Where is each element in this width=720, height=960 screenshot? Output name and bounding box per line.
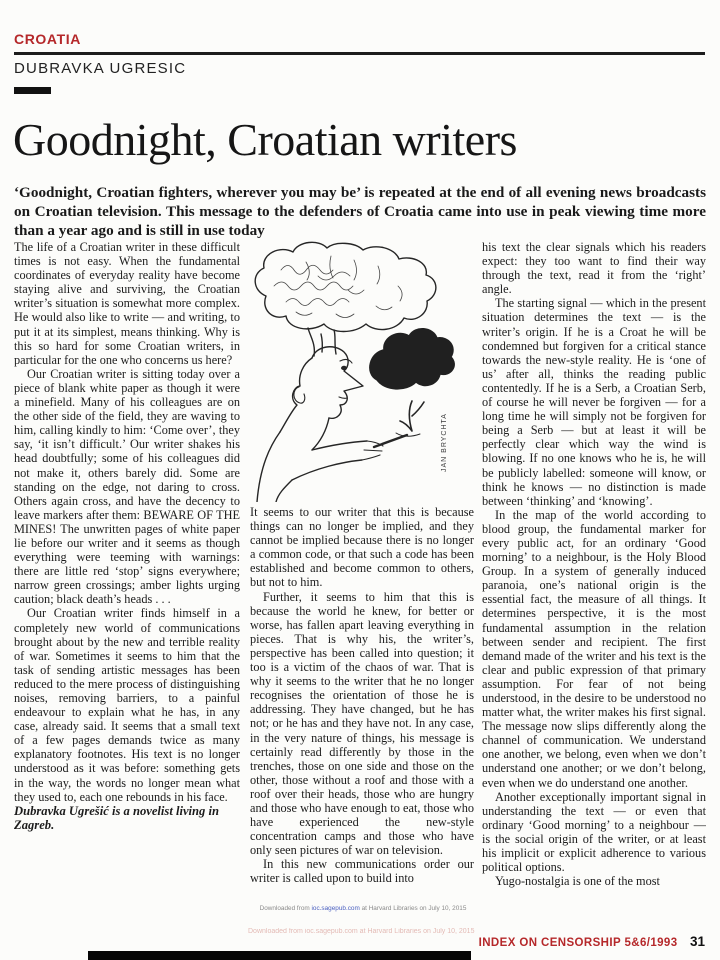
paragraph: The starting signal — which in the present situation determines the text — is the writer’s origin. If he is a Croat he will be condemned but forgiven for a critical stance towards the new-style reality. He is ‘one of us’ after all, thinks the reading public contentedly. If he is a Serb, a Croatian Serb, of course he will never be forgiven — for a long time he will simply not be forgiven for being a Serb — but at least it will be perfectly clear which way the wind is blowing. If no one knows who he is, he will be publicly labelled: someone will know, or think he knows — no distinction is made between ‘thinking’ and ‘knowing’. xyxy=(482,296,706,508)
watermark-prefix: Downloaded from xyxy=(259,905,312,912)
paragraph: Further, it seems to him that this is because the world he knew, for better or worse, has fallen apart leaving everything in pieces. That is why his, the writer’s, perspective has been called into question; it too is a victim of the chaos of war. That is why it seems to the writer that he no longer recognises the orientation of those he is addressing. They have changed, but he has not; or he has and they have not. In any case, in the very nature of things, his message is certainly read differently by those in the trenches, those on one side and those on the other, those without a roof and those with a roof over their heads, those who are hungry and those who have enough to eat, those who have experienced the new-style concentration camps and those who have only seen pictures of war on television. xyxy=(250,589,474,858)
illustration-credit: JAN BRYCHTA xyxy=(441,413,448,472)
article-title: Goodnight, Croatian writers xyxy=(13,114,517,165)
paragraph: In this new communications order our writer is called upon to build into xyxy=(250,857,474,886)
small-tree-trunk xyxy=(400,401,424,431)
paragraph: Our Croatian writer finds himself in a completely new world of communications brought about by the new and terrible reality of war. Sometimes it seems to him that the task of sending artistic messages has been reduced to the mere process of distinguishing noises, removing barriers, to a painful endeavour to explain what he has, in any case, already said. It seems that a small text of a few pages demands twice as many explanatory footnotes. His text is no longer understood as it was before: something gets in the way, the words no longer mean what they used to, each one rebounds in his face. xyxy=(14,606,240,804)
watermark-link[interactable]: ioc.sagepub.com xyxy=(311,905,360,912)
paragraph: It seems to our writer that this is because things can no longer be implied, and they cannot be implied because there is no longer a common code, or that such a code has been established and become common to others, but not to him. xyxy=(250,505,474,590)
section-label: CROATIA xyxy=(14,31,81,47)
page-number: 31 xyxy=(689,934,705,949)
journal-name: INDEX ON CENSORSHIP 5&6/1993 xyxy=(478,937,678,949)
paragraph: Another exceptionally important signal in understanding the text — or even that ordinary ‘Good morning’ to a neighbour — is the social origin of the writer, or at least his implicit or explicit adherence to various political options. xyxy=(482,789,706,875)
download-watermark xyxy=(248,905,478,912)
paragraph: The life of a Croatian writer in these difficult times is not easy. When the fundamental coordinates of everyday reality have become staying alive and surviving, the Croatian writer’s situation is somewhat more complex. He would also like to write — and writing, to put it at its simplest, means thinking. Why is this so hard for some Croatian writers, in particular for the one who concerns us here? xyxy=(14,240,240,367)
small-tree-canopy xyxy=(370,329,454,389)
byline-bar xyxy=(14,87,51,94)
standfirst: ‘Goodnight, Croatian fighters, wherever you may be’ is repeated at the end of all evening news broadcasts on Croatian television. This message to the defenders of Croatia came into use in peak viewing time more than a year ago and is still in use today xyxy=(14,184,706,239)
column-right xyxy=(482,240,706,942)
paragraph: Yugo-nostalgia is one of the most xyxy=(495,874,660,889)
column-left xyxy=(14,240,240,942)
canopy-outline xyxy=(255,242,436,331)
head-trunk xyxy=(308,328,336,356)
watermark-ghost: Downloaded from ioc.sagepub.com at Harvard Libraries on July 10, 2015 xyxy=(248,928,475,935)
column-middle xyxy=(250,505,474,905)
byline: DUBRAVKA UGRESIC xyxy=(14,60,187,77)
page-footer xyxy=(479,933,705,951)
illustration xyxy=(236,240,474,502)
paragraph: In the map of the world according to blood group, the fundamental marker for every public act, for an ordinary ‘Good morning’ to a neighbour, is the Holy Blood Group. In a system of generally induced paranoia, one’s national origin is the essential fact, the measure of all things. It determines perspective, it is the most fundamental assumption in the relation between sender and recipient. The first demand made of the writer and his text is the clear and public expression of that primary assumption. For fear of not being understood, in the desire to be understood no matter what, the writer makes his first signal. The message now slips differently along the channel of communication. We understand one another, we belong, even when we don’t understand one another; or we don’t belong, even when we do understand one another. xyxy=(482,507,706,790)
paragraph: Our Croatian writer is sitting today over a piece of blank white paper as though it were a minefield. Many of his colleagues are on the other side of the field, they are waving to him, calling kindly to him: ‘Come over’, they say, ‘it isn’t difficult.’ Our writer shakes his head doubtfully; some of his colleagues did not make it, others barely did. Some are standing on the edge, not daring to cross. Others again cross, and have the decency to leave markers after them: BEWARE OF THE MINES! The unwritten pages of white paper lie before our writer and it seems as though everything were teeming with warnings: there are little red ‘stop’ signs everywhere; narrow green crossings; amber lights urging caution; black death’s heads . . . xyxy=(14,366,240,607)
section-rule xyxy=(14,52,705,55)
author-note: Dubravka Ugrešić is a novelist living in Zagreb. xyxy=(14,803,220,832)
paragraph: his text the clear signals which his readers expect: they too want to find their way through the text, read it from the ‘right’ angle. xyxy=(482,240,706,297)
watermark-suffix: at Harvard Libraries on July 10, 2015 xyxy=(359,905,467,912)
bottom-scan-bar xyxy=(88,951,471,960)
writer-tree-drawing xyxy=(236,240,474,502)
